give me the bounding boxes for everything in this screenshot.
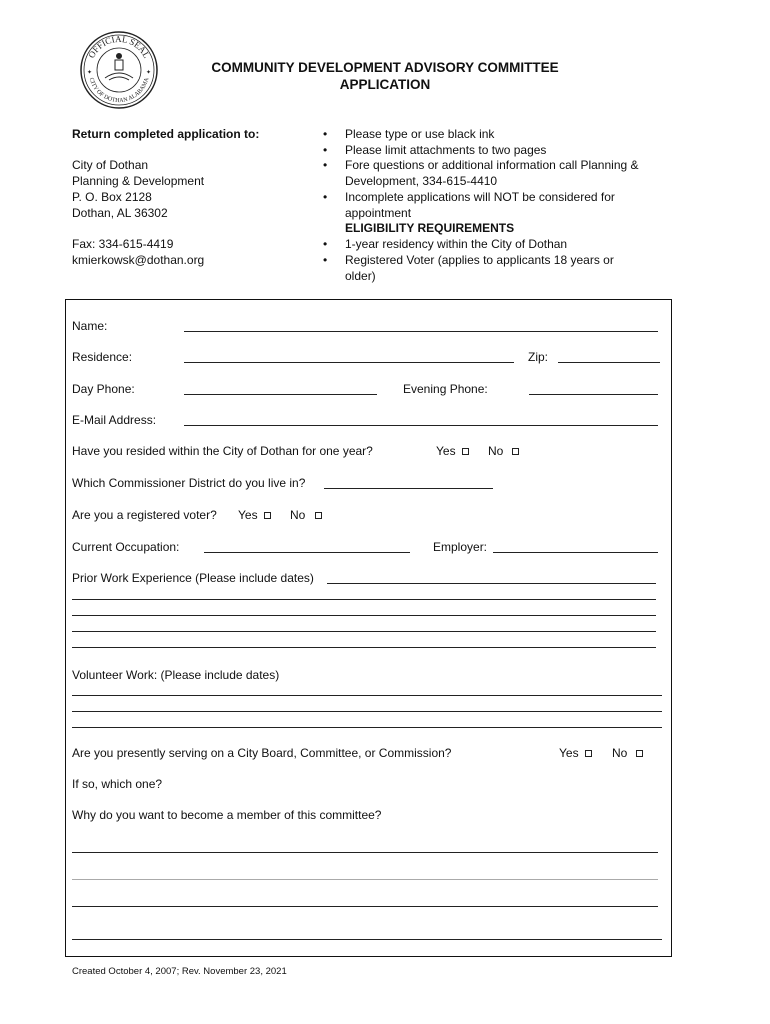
eligibility-heading: ELIGIBILITY REQUIREMENTS <box>345 221 515 235</box>
voter-yes-checkbox[interactable] <box>264 512 271 519</box>
residence-field[interactable] <box>184 362 514 363</box>
return-heading: Return completed application to: <box>72 127 260 141</box>
return-line: City of Dothan <box>72 158 149 172</box>
no-label: No <box>290 508 306 522</box>
instruction-item: Fore questions or additional information call Planning & <box>345 158 639 172</box>
yes-label: Yes <box>238 508 258 522</box>
instruction-item: appointment <box>345 206 412 220</box>
voter-no-checkbox[interactable] <box>315 512 322 519</box>
svg-text:✦: ✦ <box>87 70 93 76</box>
return-line: P. O. Box 2128 <box>72 190 152 204</box>
why-answer-line[interactable] <box>72 852 658 853</box>
serving-yes-checkbox[interactable] <box>585 750 592 757</box>
resided-question: Have you resided within the City of Dothan for one year? <box>72 444 373 458</box>
zip-label: Zip: <box>528 350 549 364</box>
yes-label: Yes <box>436 444 456 458</box>
serving-no-option[interactable] <box>612 746 643 760</box>
district-field[interactable] <box>324 488 493 489</box>
eligibility-item: Registered Voter (applies to applicants 18 years or <box>345 253 614 267</box>
work-experience-line[interactable] <box>72 599 656 600</box>
no-label: No <box>488 444 504 458</box>
no-label: No <box>612 746 628 760</box>
employer-field[interactable] <box>493 552 658 553</box>
return-email: kmierkowsk@dothan.org <box>72 253 205 267</box>
name-field[interactable] <box>184 331 658 332</box>
evening-phone-label: Evening Phone: <box>403 382 488 396</box>
resided-no-checkbox[interactable] <box>512 448 519 455</box>
email-label: E-Mail Address: <box>72 413 157 427</box>
bullet-icon: • <box>323 127 328 141</box>
email-field[interactable] <box>184 425 658 426</box>
employer-label: Employer: <box>433 540 488 554</box>
resided-yes-checkbox[interactable] <box>462 448 469 455</box>
zip-field[interactable] <box>558 362 660 363</box>
volunteer-line[interactable] <box>72 695 662 696</box>
serving-no-checkbox[interactable] <box>636 750 643 757</box>
application-form-box <box>65 299 672 957</box>
instruction-item: Incomplete applications will NOT be considered for <box>345 190 615 204</box>
day-phone-field[interactable] <box>184 394 377 395</box>
district-question: Which Commissioner District do you live in? <box>72 476 306 490</box>
work-experience-field[interactable] <box>327 583 656 584</box>
voter-question: Are you a registered voter? <box>72 508 217 522</box>
instruction-item: Please type or use black ink <box>345 127 495 141</box>
volunteer-label: Volunteer Work: (Please include dates) <box>72 668 280 682</box>
form-title-line1: COMMUNITY DEVELOPMENT ADVISORY COMMITTEE <box>211 60 559 75</box>
why-question: Why do you want to become a member of this committee? <box>72 808 382 822</box>
work-experience-line[interactable] <box>72 647 656 648</box>
revision-footer: Created October 4, 2007; Rev. November 23, 2021 <box>72 966 287 977</box>
occupation-field[interactable] <box>204 552 410 553</box>
bullet-icon: • <box>323 143 328 157</box>
eligibility-item: 1-year residency within the City of Dothan <box>345 237 568 251</box>
return-line: Planning & Development <box>72 174 205 188</box>
bullet-icon: • <box>323 158 328 172</box>
why-answer-line[interactable] <box>72 879 658 880</box>
resided-no-option[interactable] <box>488 444 519 458</box>
resided-yes-option[interactable] <box>436 444 469 458</box>
volunteer-line[interactable] <box>72 711 662 712</box>
svg-text:CITY OF DOTHAN ALABAMA: CITY OF DOTHAN ALABAMA <box>87 77 151 105</box>
svg-text:✦: ✦ <box>146 70 152 76</box>
work-experience-line[interactable] <box>72 615 656 616</box>
work-experience-line[interactable] <box>72 631 656 632</box>
which-one-label: If so, which one? <box>72 777 163 791</box>
return-fax: Fax: 334-615-4419 <box>72 237 174 251</box>
bullet-icon: • <box>323 190 328 204</box>
occupation-label: Current Occupation: <box>72 540 180 554</box>
eligibility-item: older) <box>345 269 376 283</box>
why-answer-line[interactable] <box>72 906 658 907</box>
name-label: Name: <box>72 319 108 333</box>
work-experience-label: Prior Work Experience (Please include dates) <box>72 571 314 585</box>
instruction-item: Please limit attachments to two pages <box>345 143 547 157</box>
voter-no-option[interactable] <box>290 508 322 522</box>
evening-phone-field[interactable] <box>529 394 658 395</box>
return-line: Dothan, AL 36302 <box>72 206 168 220</box>
volunteer-line[interactable] <box>72 727 662 728</box>
yes-label: Yes <box>559 746 579 760</box>
instruction-item: Development, 334-615-4410 <box>345 174 498 188</box>
serving-yes-option[interactable] <box>559 746 592 760</box>
serving-question: Are you presently serving on a City Board, Committee, or Commission? <box>72 746 452 760</box>
why-answer-line[interactable] <box>72 939 662 940</box>
form-title-line2: APPLICATION <box>339 77 431 92</box>
bullet-icon: • <box>323 237 328 251</box>
residence-label: Residence: <box>72 350 133 364</box>
bullet-icon: • <box>323 253 328 267</box>
svg-text:OFFICIAL SEAL: OFFICIAL SEAL <box>86 33 152 60</box>
voter-yes-option[interactable] <box>238 508 271 522</box>
day-phone-label: Day Phone: <box>72 382 135 396</box>
